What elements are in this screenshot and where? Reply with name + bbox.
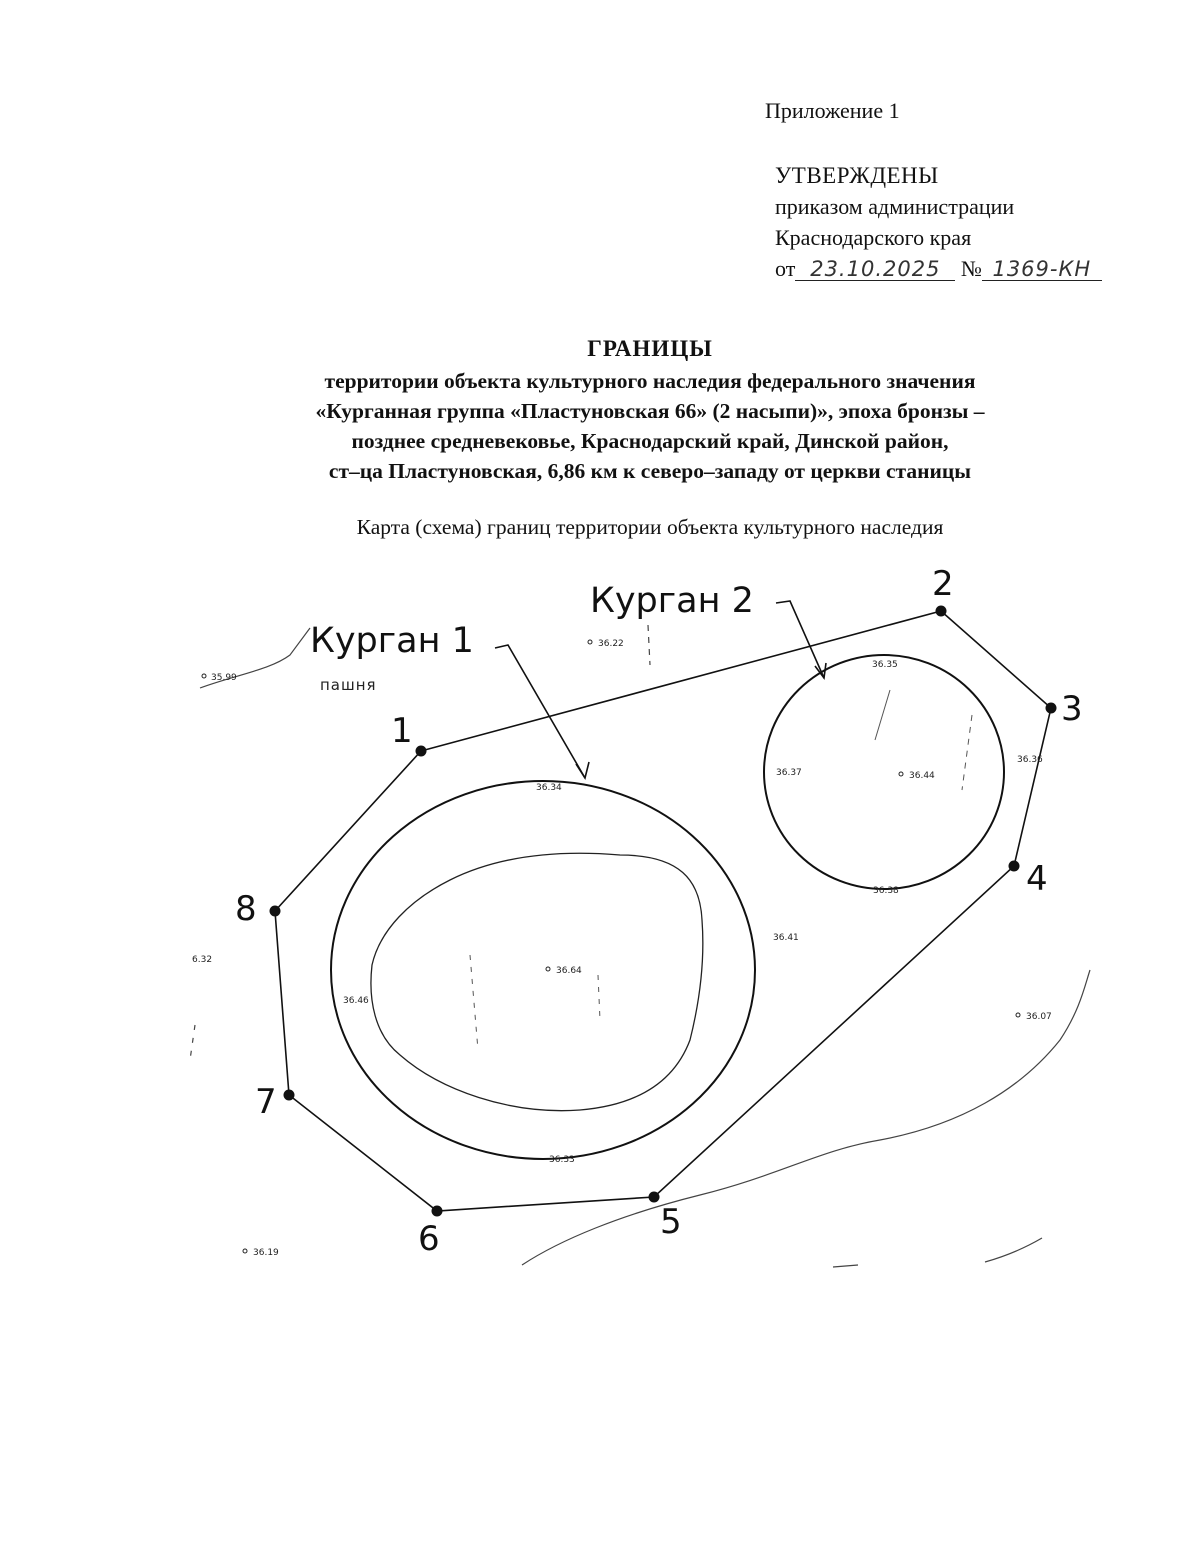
land-use-label: пашня: [320, 676, 377, 694]
point-5: [649, 1192, 660, 1203]
elev-marker: [1016, 1013, 1020, 1017]
mound-1-dash-b: [598, 975, 600, 1020]
title-line-2: «Курганная группа «Пластуновская 66» (2 насыпи)», эпоха бронзы –: [315, 399, 985, 423]
elevation-e15: 36.19: [253, 1248, 279, 1258]
title-line-4: ст–ца Пластуновская, 6,86 км к северо–западу от церкви станицы: [328, 459, 972, 483]
point-label-2: 2: [932, 564, 954, 604]
elevation-e4: 36.37: [776, 768, 802, 778]
elevation-e5: 36.44: [909, 771, 935, 781]
terrain-line-se: [522, 970, 1090, 1265]
title-main: ГРАНИЦЫ: [587, 336, 713, 361]
approved-caps: УТВЕРЖДЕНЫ: [775, 163, 939, 188]
point-label-4: 4: [1026, 859, 1048, 899]
point-label-3: 3: [1061, 689, 1083, 729]
point-label-5: 5: [660, 1202, 682, 1242]
mound-2-dash-b: [962, 715, 972, 790]
point-8: [270, 906, 281, 917]
point-6: [432, 1206, 443, 1217]
point-1: [416, 746, 427, 757]
point-label-1: 1: [391, 711, 413, 751]
elevation-e14: 6.32: [192, 955, 213, 965]
map-caption: Карта (схема) границ территории объекта культурного наследия: [356, 515, 944, 539]
point-label-6: 6: [418, 1219, 440, 1259]
terrain-line-s: [985, 1238, 1042, 1262]
point-label-8: 8: [235, 889, 257, 929]
territory-boundary: [275, 611, 1051, 1211]
terrain-dash: [833, 1265, 858, 1267]
appendix-label: Приложение 1: [765, 98, 900, 123]
title-line-1: территории объекта культурного наследия федерального значения: [324, 369, 976, 393]
elevation-e9: 36.41: [773, 933, 799, 943]
callout-arrows: [495, 601, 826, 778]
elevation-e3: 36.35: [872, 660, 898, 670]
mound-1-contour: [371, 853, 703, 1110]
approved-line-2: Краснодарского края: [775, 225, 972, 250]
elevation-e13: 36.07: [1026, 1012, 1052, 1022]
point-4: [1009, 861, 1020, 872]
elevation-e10: 36.64: [556, 966, 582, 976]
mound-2-label: Курган 2: [590, 581, 754, 621]
date-value: 23.10.2025: [795, 258, 955, 281]
elevation-e1: 36.22: [598, 639, 624, 649]
elev-marker: [899, 772, 903, 776]
title-line-3: позднее средневековье, Краснодарский край, Динской район,: [351, 429, 949, 453]
elevation-e12: 36.33: [549, 1155, 575, 1165]
number-value: 1369-КН: [982, 258, 1102, 281]
date-prefix: от: [775, 256, 796, 281]
mound-1-boundary: [331, 781, 755, 1159]
terrain-dash-n: [648, 625, 650, 665]
mound-1-label: Курган 1: [310, 621, 474, 661]
point-labels: [235, 564, 1083, 1259]
mound-1-dash-a: [470, 955, 478, 1050]
approved-line-1: приказом администрации: [775, 194, 1015, 219]
point-3: [1046, 703, 1057, 714]
elevation-e6: 36.36: [1017, 755, 1043, 765]
elevation-e2: 35.99: [211, 673, 237, 683]
point-2: [936, 606, 947, 617]
point-7: [284, 1090, 295, 1101]
elev-marker: [202, 674, 206, 678]
elev-marker: [546, 967, 550, 971]
elevation-marks: [192, 639, 1052, 1258]
arrow-mound-1: [495, 645, 585, 778]
terrain-lines: [190, 625, 1090, 1267]
number-prefix: №: [960, 256, 982, 281]
elevation-e7: 36.38: [873, 886, 899, 896]
arrow-mound-2: [776, 601, 824, 678]
elev-marker: [588, 640, 592, 644]
terrain-dash-w: [190, 1025, 195, 1060]
elev-marker: [243, 1249, 247, 1253]
elevation-e8: 36.34: [536, 783, 562, 793]
elevation-e11: 36.46: [343, 996, 369, 1006]
point-label-7: 7: [255, 1082, 277, 1122]
mound-2-dash-a: [875, 690, 890, 740]
